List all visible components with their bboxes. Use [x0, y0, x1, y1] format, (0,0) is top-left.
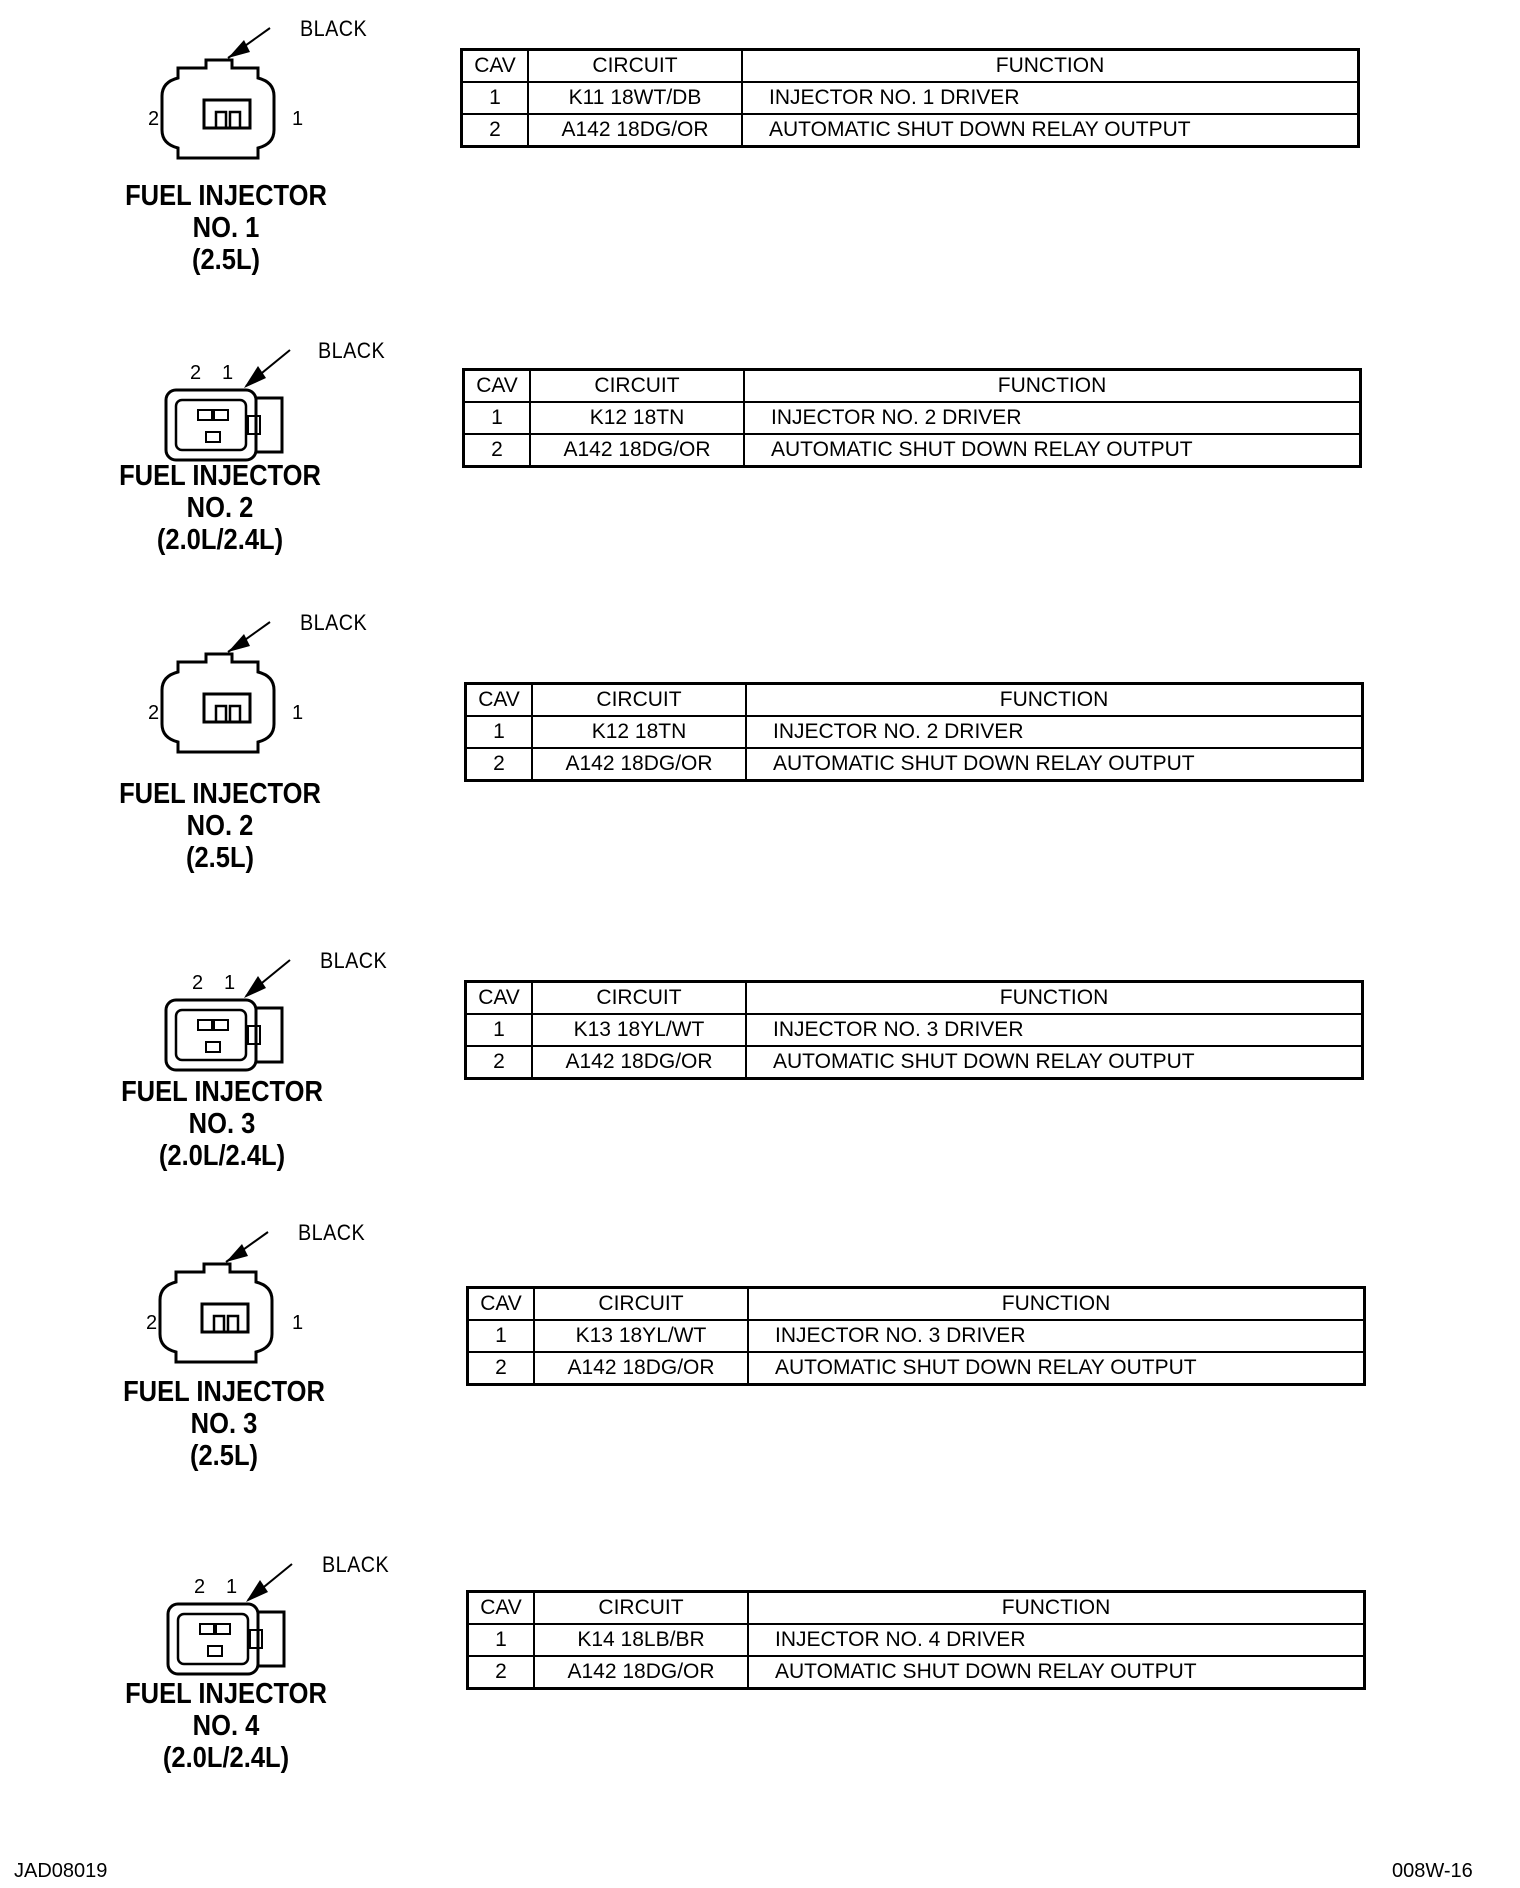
function-cell: INJECTOR NO. 2 DRIVER: [746, 716, 1363, 748]
circuit-cell: A142 18DG/OR: [534, 1656, 748, 1689]
header-function: FUNCTION: [746, 684, 1363, 717]
table-row: [466, 1014, 1363, 1046]
header-circuit: CIRCUIT: [532, 982, 746, 1015]
pin-label-1: 1: [224, 972, 236, 994]
wire-color-label: BLACK: [320, 948, 388, 973]
table-header-row: [468, 1592, 1365, 1625]
header-circuit: CIRCUIT: [532, 684, 746, 717]
circuit-cell: A142 18DG/OR: [528, 114, 742, 147]
wire-color-label: BLACK: [298, 1220, 366, 1245]
title-line: FUEL INJECTOR: [121, 1076, 323, 1108]
connector-title: [110, 1376, 339, 1472]
title-line: (2.5L): [185, 842, 255, 874]
figure-code-left: JAD08019: [14, 1860, 108, 1882]
header-cav: CAV: [468, 1288, 535, 1321]
cavity-table: [466, 1590, 1366, 1690]
table-row: [464, 434, 1361, 467]
wire-color-label: BLACK: [300, 610, 368, 635]
circuit-cell: A142 18DG/OR: [532, 748, 746, 781]
pin-label-1: 1: [226, 1576, 238, 1598]
function-cell: AUTOMATIC SHUT DOWN RELAY OUTPUT: [744, 434, 1361, 467]
title-line: FUEL INJECTOR: [125, 180, 327, 212]
table-row: [466, 748, 1363, 781]
cav-cell: 1: [464, 402, 531, 434]
wire-color-label: BLACK: [300, 16, 368, 41]
function-cell: AUTOMATIC SHUT DOWN RELAY OUTPUT: [746, 1046, 1363, 1079]
title-line: FUEL INJECTOR: [123, 1376, 325, 1408]
header-function: FUNCTION: [748, 1592, 1365, 1625]
wire-color-label: BLACK: [318, 338, 386, 363]
figure-code-right: 008W-16: [1392, 1860, 1473, 1882]
connector-title: [112, 180, 341, 276]
pin-label-2: 2: [194, 1576, 206, 1598]
pin-label-1: 1: [292, 108, 304, 130]
function-cell: INJECTOR NO. 3 DRIVER: [748, 1320, 1365, 1352]
header-function: FUNCTION: [746, 982, 1363, 1015]
title-line: NO. 1: [192, 212, 260, 244]
pin-label-2: 2: [148, 702, 160, 724]
title-line: FUEL INJECTOR: [119, 778, 321, 810]
function-cell: AUTOMATIC SHUT DOWN RELAY OUTPUT: [748, 1352, 1365, 1385]
circuit-cell: K13 18YL/WT: [532, 1014, 746, 1046]
function-cell: INJECTOR NO. 2 DRIVER: [744, 402, 1361, 434]
circuit-cell: K12 18TN: [530, 402, 744, 434]
header-circuit: CIRCUIT: [534, 1288, 748, 1321]
circuit-cell: K14 18LB/BR: [534, 1624, 748, 1656]
table-row: [466, 716, 1363, 748]
header-cav: CAV: [468, 1592, 535, 1625]
title-line: NO. 2: [186, 810, 254, 842]
pin-label-2: 2: [148, 108, 160, 130]
connector-title: [112, 1678, 341, 1774]
table-row: [466, 1046, 1363, 1079]
table-header-row: [466, 982, 1363, 1015]
cav-cell: 2: [466, 748, 533, 781]
cav-cell: 1: [468, 1320, 535, 1352]
table-row: [468, 1656, 1365, 1689]
function-cell: AUTOMATIC SHUT DOWN RELAY OUTPUT: [746, 748, 1363, 781]
connector-title: [108, 1076, 337, 1172]
cav-cell: 2: [468, 1352, 535, 1385]
circuit-cell: K13 18YL/WT: [534, 1320, 748, 1352]
header-circuit: CIRCUIT: [530, 370, 744, 403]
header-circuit: CIRCUIT: [528, 50, 742, 83]
title-line: (2.5L): [191, 244, 261, 276]
circuit-cell: A142 18DG/OR: [530, 434, 744, 467]
function-cell: AUTOMATIC SHUT DOWN RELAY OUTPUT: [742, 114, 1359, 147]
cavity-table: [460, 48, 1360, 148]
cav-cell: 1: [468, 1624, 535, 1656]
circuit-cell: A142 18DG/OR: [534, 1352, 748, 1385]
header-function: FUNCTION: [742, 50, 1359, 83]
cav-cell: 2: [462, 114, 529, 147]
header-cav: CAV: [464, 370, 531, 403]
header-cav: CAV: [462, 50, 529, 83]
table-header-row: [464, 370, 1361, 403]
cav-cell: 2: [466, 1046, 533, 1079]
table-row: [462, 114, 1359, 147]
title-line: NO. 4: [192, 1710, 260, 1742]
cav-cell: 2: [464, 434, 531, 467]
circuit-cell: K11 18WT/DB: [528, 82, 742, 114]
circuit-cell: K12 18TN: [532, 716, 746, 748]
title-line: (2.5L): [189, 1440, 259, 1472]
cavity-table: [464, 682, 1364, 782]
header-circuit: CIRCUIT: [534, 1592, 748, 1625]
pin-label-2: 2: [192, 972, 204, 994]
title-line: NO. 2: [186, 492, 254, 524]
header-function: FUNCTION: [748, 1288, 1365, 1321]
title-line: (2.0L/2.4L): [162, 1742, 290, 1774]
table-row: [464, 402, 1361, 434]
function-cell: AUTOMATIC SHUT DOWN RELAY OUTPUT: [748, 1656, 1365, 1689]
header-function: FUNCTION: [744, 370, 1361, 403]
table-row: [462, 82, 1359, 114]
cav-cell: 1: [466, 1014, 533, 1046]
title-line: NO. 3: [188, 1108, 256, 1140]
wire-color-label: BLACK: [322, 1552, 390, 1577]
table-header-row: [462, 50, 1359, 83]
title-line: NO. 3: [190, 1408, 258, 1440]
function-cell: INJECTOR NO. 4 DRIVER: [748, 1624, 1365, 1656]
table-row: [468, 1624, 1365, 1656]
cavity-table: [462, 368, 1362, 468]
function-cell: INJECTOR NO. 3 DRIVER: [746, 1014, 1363, 1046]
circuit-cell: A142 18DG/OR: [532, 1046, 746, 1079]
table-header-row: [468, 1288, 1365, 1321]
title-line: (2.0L/2.4L): [158, 1140, 286, 1172]
title-line: FUEL INJECTOR: [119, 460, 321, 492]
connector-title: [106, 460, 335, 556]
function-cell: INJECTOR NO. 1 DRIVER: [742, 82, 1359, 114]
cav-cell: 1: [466, 716, 533, 748]
pin-label-1: 1: [292, 702, 304, 724]
title-line: (2.0L/2.4L): [156, 524, 284, 556]
cavity-table: [466, 1286, 1366, 1386]
header-cav: CAV: [466, 982, 533, 1015]
title-line: FUEL INJECTOR: [125, 1678, 327, 1710]
connector-title: [106, 778, 335, 874]
pin-label-2: 2: [190, 362, 202, 384]
table-row: [468, 1320, 1365, 1352]
cav-cell: 2: [468, 1656, 535, 1689]
cav-cell: 1: [462, 82, 529, 114]
pin-label-2: 2: [146, 1312, 158, 1334]
table-row: [468, 1352, 1365, 1385]
pin-label-1: 1: [222, 362, 234, 384]
header-cav: CAV: [466, 684, 533, 717]
table-header-row: [466, 684, 1363, 717]
cavity-table: [464, 980, 1364, 1080]
pin-label-1: 1: [292, 1312, 304, 1334]
